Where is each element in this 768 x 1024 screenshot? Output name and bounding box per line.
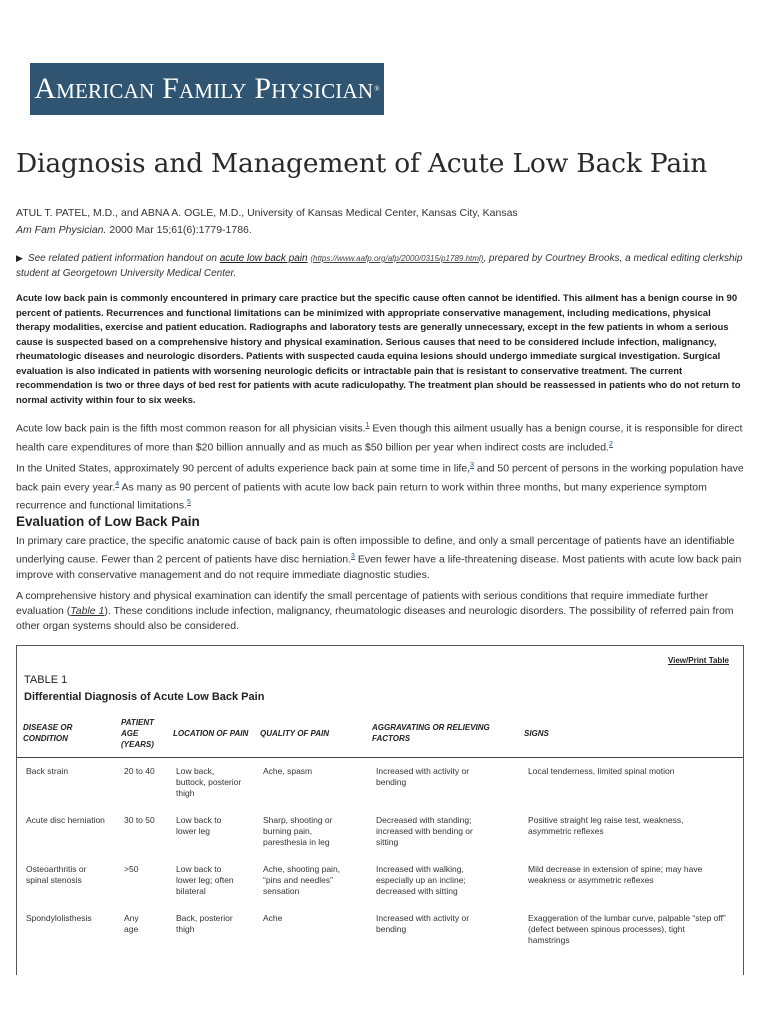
table-cell: Positive straight leg raise test, weakness, asymmetric reflexes (528, 815, 684, 836)
handout-link[interactable]: acute low back pain (219, 253, 308, 264)
table-cell: Local tenderness, limited spinal motion (528, 766, 675, 776)
table-cell: Ache, spasm (263, 766, 313, 776)
table-cell: Ache (263, 913, 283, 923)
handout-credit: , prepared by Courtney Brooks, a medical editing clerkship student at Georgetown University Medical Center. (16, 253, 743, 279)
section-heading: Evaluation of Low Back Pain (16, 514, 200, 529)
table-cell: 20 to 40 (124, 766, 155, 776)
column-header: AGGRAVATING OR RELIEVING FACTORS (372, 723, 490, 743)
table-cell: Back, posterior thigh (176, 913, 233, 934)
differential-diagnosis-table (16, 645, 744, 975)
table-row (17, 913, 743, 962)
body-paragraph-2 (16, 458, 748, 514)
paragraph-text: Even fewer have a life-threatening disease. Most patients with acute low back pain improve with conservative management and do not require immediate diagnostic studies. (16, 553, 742, 581)
citation-journal: Am Fam Physician. (16, 224, 107, 236)
paragraph-text: In the United States, approximately 90 percent of adults experience back pain at some time in life, (16, 462, 471, 475)
column-header: DISEASE OR CONDITION (23, 723, 73, 743)
paragraph-text: and 50 percent of persons in the working population have back pain every year. (16, 462, 744, 493)
body-paragraph-3 (16, 534, 748, 583)
table-header-row (17, 714, 743, 758)
table-cell: Decreased with standing; increased with bending or sitting (376, 815, 473, 847)
table-row (17, 815, 743, 864)
table-cell: Ache, shooting pain, “pins and needles” sensation (263, 864, 341, 896)
table-cell: Back strain (26, 766, 69, 776)
table-cell: Increased with walking, especially up an incline; decreased with sitting (376, 864, 466, 896)
table-caption: TABLE 1 (24, 674, 68, 686)
table-cell: 30 to 50 (124, 815, 155, 825)
view-print-table-link[interactable]: View/Print Table (667, 656, 729, 665)
table-cell: Increased with activity or bending (376, 766, 470, 787)
column-header: PATIENT AGE (YEARS) (121, 718, 155, 749)
article-abstract: Acute low back pain is commonly encountered in primary care practice but the specific cause often cannot be identified. This ailment has a benign course in 90 percent of patients. Recurrences and functional limitations can be minimized with appropriate conservative management, including medications, physical therapy modalities, exercise and patient education. Radiographs and laboratory tests are generally unnecessary, except in the few patients in whom a serious cause is suspected based on a comprehensive history and physical examination. Serious causes that need to be considered include infection, malignancy, rheumatologic diseases and neurologic disorders. Patients with suspected cauda equina lesions should undergo immediate surgical investigation. Surgical evaluation is also indicated in patients with worsening neurologic deficits or intractable pain that is resistant to conservative treatment. The current recommendation is two or three days of bed rest for patients with acute radiculopathy. The treatment plan should be reassessed in patients who do not return to normal activity within four to six weeks. (16, 293, 741, 406)
table-title: Differential Diagnosis of Acute Low Back Pain (24, 691, 265, 703)
article-citation (16, 224, 252, 236)
table-link[interactable]: Table 1 (70, 605, 105, 617)
reference-link[interactable]: 5 (187, 499, 191, 506)
paragraph-text: Even though this ailment usually has a benign course, it is responsible for direct health care expenditures of more than $20 billion annually and as much as $50 billion per year when indirect costs are included. (16, 422, 743, 453)
table-cell: Increased with activity or bending (376, 913, 470, 934)
reference-link[interactable]: 2 (609, 440, 613, 448)
article-title: Diagnosis and Management of Acute Low Back Pain (16, 148, 708, 179)
citation-details: 2000 Mar 15;61(6):1779-1786. (106, 224, 252, 236)
reference-link[interactable]: 1 (365, 422, 370, 429)
registered-mark: ® (374, 85, 380, 93)
paragraph-text: A comprehensive history and physical examination can identify the small percentage of patients with serious conditions that require immediate further evaluation ( (16, 590, 709, 617)
article-authors: ATUL T. PATEL, M.D., and ABNA A. OGLE, M.D., University of Kansas Medical Center, Kansas City, Kansas (16, 207, 518, 219)
table-cell: >50 (124, 864, 139, 874)
column-header: SIGNS (524, 729, 549, 738)
table-cell: Exaggeration of the lumbar curve, palpable “step off” (defect between spinous processes), tight hamstrings (528, 913, 726, 945)
table-cell: Spondylolisthesis (26, 913, 92, 923)
handout-intro: See related patient information handout on (27, 253, 220, 264)
handout-url[interactable]: (https://www.aafp.org/afp/2000/0315/p1789.html) (310, 254, 484, 263)
reference-link[interactable]: 4 (115, 480, 120, 488)
journal-logo[interactable] (30, 63, 384, 115)
patient-handout-note (16, 251, 746, 281)
table-cell: Any age (124, 913, 139, 934)
table-row (17, 864, 743, 913)
column-header: QUALITY OF PAIN (260, 729, 330, 738)
paragraph-text: ). These conditions include infection, malignancy, rheumatologic diseases and neurologic disorders. The possibility of referred pain from other organ systems should also be considered. (16, 605, 734, 632)
paragraph-text: In primary care practice, the specific anatomic cause of back pain is often impossible to define, and only a small percentage of patients have an identifiable underlying cause. Fewer than 2 percent of patients have disc herniation. (16, 535, 735, 566)
table-cell: Osteoarthritis or spinal stenosis (26, 864, 87, 885)
table-cell: Low back, buttock, posterior thigh (176, 766, 242, 798)
body-paragraph-1 (16, 418, 748, 455)
paragraph-text: As many as 90 percent of patients with acute low back pain return to work within three months, but many experience symptom recurrence and functional limitations. (16, 481, 707, 512)
table-cell: Low back to lower leg; often bilateral (176, 864, 234, 896)
logo-text: American Family Physician (34, 72, 374, 105)
reference-link[interactable]: 3 (470, 462, 474, 469)
reference-link[interactable]: 3 (351, 553, 355, 560)
table-cell: Acute disc herniation (26, 815, 105, 825)
table-cell: Sharp, shooting or burning pain, paresthesia in leg (263, 815, 333, 847)
column-header: LOCATION OF PAIN (173, 729, 249, 738)
table-cell: Mild decrease in extension of spine; may have weakness or asymmetric reflexes (528, 864, 703, 885)
body-paragraph-4 (16, 589, 748, 634)
paragraph-text: Acute low back pain is the fifth most common reason for all physician visits. (16, 422, 366, 435)
table-cell: Low back to lower leg (176, 815, 222, 836)
table-row (17, 766, 743, 815)
play-arrow-icon: ▶ (16, 253, 23, 263)
